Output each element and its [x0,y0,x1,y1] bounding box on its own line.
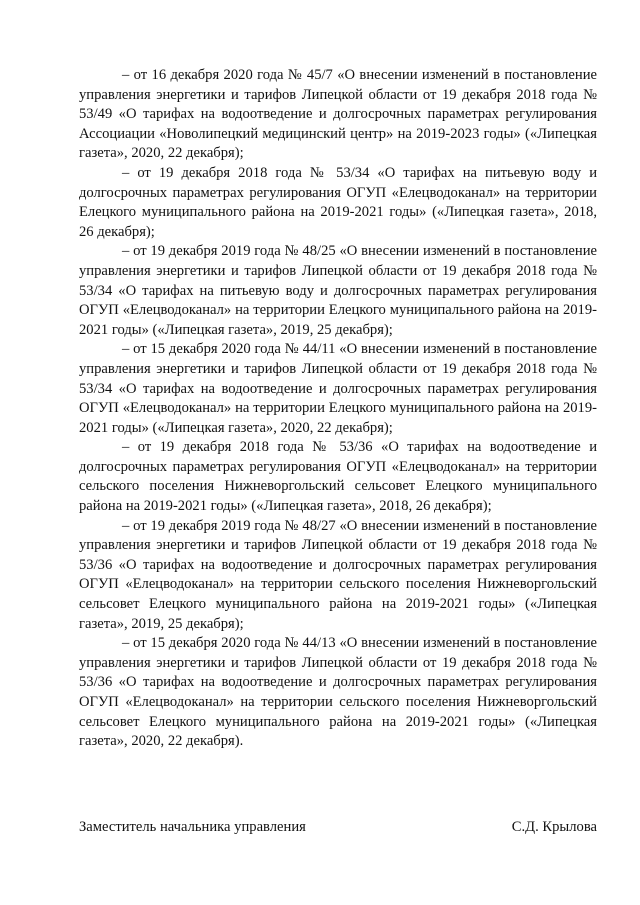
signatory-name: С.Д. Крылова [511,819,597,835]
list-item: – от 19 декабря 2019 года № 48/27 «О внесении изменений в постановление управления энергетики и тарифов Липецкой области от 19 декабря 2018 года № 53/36 «О тарифах на водоотведение и долгосрочных параметрах регулирования ОГУП «Елецводоканал» на территории сельского поселения Нижневоргольский сельсовет Елецкого муниципального района на 2019-2021 годы» («Липецкая газета», 2019, 25 декабря); [79,517,597,632]
list-item: – от 16 декабря 2020 года № 45/7 «О внесении изменений в постановление управления энергетики и тарифов Липецкой области от 19 декабря 2018 года № 53/49 «О тарифах на водоотведение и долгосрочных параметрах регулирования Ассоциации «Новолипецкий медицинский центр» на 2019-2023 годы» («Липецкая газета», 2020, 22 декабря); [79,67,597,162]
list-item: – от 19 декабря 2018 года № 53/36 «О тарифах на водоотведение и долгосрочных параметрах регулирования ОГУП «Елецводоканал» на территории сельского поселения Нижневоргольский сельсовет Елецкого муниципального района на 2019-2021 годы» («Липецкая газета», 2018, 26 декабря); [79,439,597,515]
list-item: – от 19 декабря 2018 года № 53/34 «О тарифах на питьевую воду и долгосрочных параметрах регулирования ОГУП «Елецводоканал» на территории Елецкого муниципального района на 2019-2021 годы» («Липецкая газета», 2018, 26 декабря); [79,164,597,240]
list-item: – от 15 декабря 2020 года № 44/11 «О внесении изменений в постановление управления энергетики и тарифов Липецкой области от 19 декабря 2018 года № 53/34 «О тарифах на водоотведение и долгосрочных параметрах регулирования ОГУП «Елецводоканал» на территории Елецкого муниципального района на 2019-2021 годы» («Липецкая газета», 2020, 22 декабря); [79,341,597,436]
signatory-position: Заместитель начальника управления [79,819,306,835]
list-item: – от 15 декабря 2020 года № 44/13 «О внесении изменений в постановление управления энергетики и тарифов Липецкой области от 19 декабря 2018 года № 53/36 «О тарифах на водоотведение и долгосрочных параметрах регулирования ОГУП «Елецводоканал» на территории сельского поселения Нижневоргольский сельсовет Елецкого муниципального района на 2019-2021 годы» («Липецкая газета», 2020, 22 декабря). [79,635,597,750]
document-body [79,66,597,752]
signature-block [79,818,597,838]
list-item: – от 19 декабря 2019 года № 48/25 «О внесении изменений в постановление управления энергетики и тарифов Липецкой области от 19 декабря 2018 года № 53/34 «О тарифах на питьевую воду и долгосрочных параметрах регулирования ОГУП «Елецводоканал» на территории Елецкого муниципального района на 2019-2021 годы» («Липецкая газета», 2019, 25 декабря); [79,243,597,338]
